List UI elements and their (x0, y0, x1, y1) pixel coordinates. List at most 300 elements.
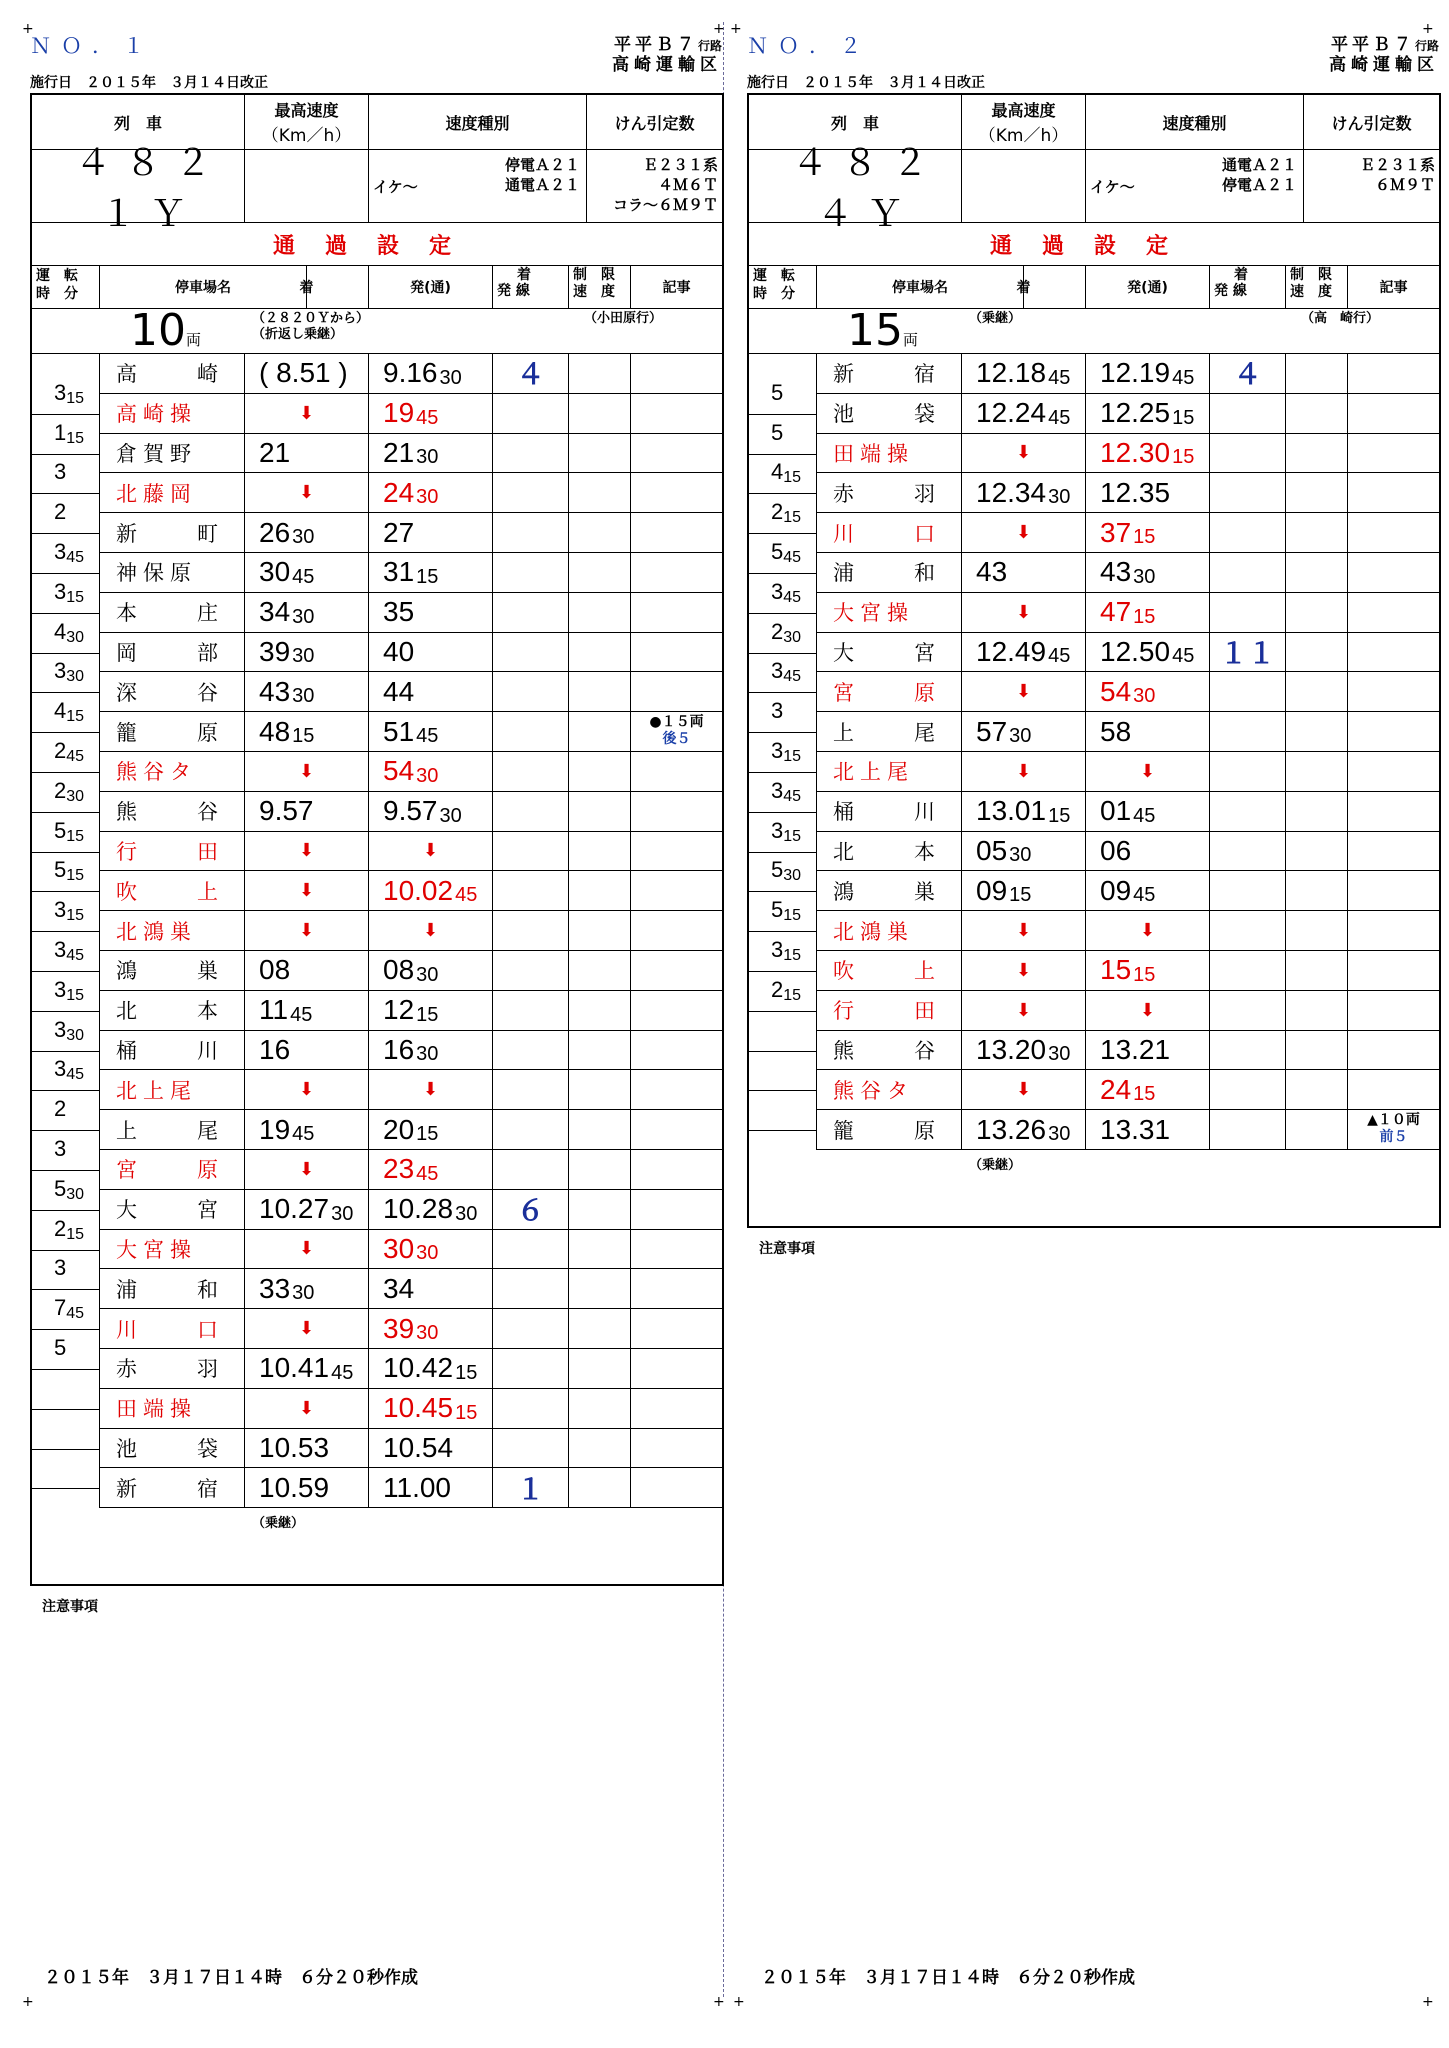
car-count-value: 10 (130, 305, 186, 356)
departure-time-seconds: 30 (416, 764, 439, 787)
station-name-text: 鴻 巣 (833, 879, 941, 904)
run-time-seconds: 45 (66, 1305, 85, 1323)
run-time-minutes: 5 (54, 1175, 67, 1201)
arrival-time-seconds: 30 (292, 1282, 315, 1305)
run-time-value (771, 738, 801, 764)
station-name-text: 田端操 (833, 441, 914, 466)
run-time-divider (749, 931, 817, 932)
arrival-time (962, 633, 1085, 672)
departure-time (369, 1389, 492, 1428)
speed-type-value: イケ～ (1090, 178, 1135, 196)
pass-arrow-icon: ⬇ (1015, 959, 1032, 981)
run-time-minutes: 2 (771, 499, 784, 525)
station-name (817, 871, 961, 910)
arrival-time-seconds: 30 (1009, 725, 1032, 748)
track-cell (493, 553, 569, 593)
station-name-text: 浦 和 (116, 1277, 224, 1302)
run-time-minutes: 5 (771, 419, 784, 445)
run-time-minutes: 4 (54, 698, 67, 724)
arrival-time-seconds: 30 (1048, 486, 1071, 509)
station-name (100, 672, 244, 711)
station-name-text: 北上尾 (833, 760, 914, 785)
speed-limit-cell (1286, 911, 1348, 951)
departure-cell (369, 1070, 493, 1110)
run-time-value (54, 1136, 66, 1162)
run-time-value (771, 778, 801, 804)
station-name (100, 394, 244, 433)
station-name (100, 951, 244, 990)
tow-count-cell (1304, 150, 1439, 222)
arrival-time-main: 48 (259, 715, 291, 747)
departure-time (369, 553, 492, 592)
train-label: 列 車 (749, 95, 962, 149)
departure-time-main: 54 (1100, 675, 1132, 707)
destination-note: （小田原行） (583, 311, 662, 326)
station-cell (817, 871, 962, 911)
arrival-time (245, 1190, 368, 1229)
station-name (100, 1230, 244, 1269)
tow-count-label: けん引定数 (1331, 113, 1412, 133)
speed-limit-cell (1286, 832, 1348, 872)
arrival-cell (245, 553, 369, 593)
departure-time-seconds: 45 (1172, 645, 1195, 668)
departure-time-main: 12.35 (1100, 476, 1171, 508)
run-time-divider (749, 1011, 817, 1012)
max-speed-unit: （Km／h） (978, 126, 1069, 146)
arrival-cell (245, 593, 369, 633)
arrival-time-main: 43 (259, 675, 291, 707)
track-cell (1210, 871, 1286, 911)
arrival-cell (962, 1070, 1086, 1110)
remarks-cell (1348, 712, 1439, 752)
max-speed-unit: （Km／h） (261, 126, 352, 146)
office-name: 高崎運輸区 (612, 55, 722, 75)
remarks-cell (631, 1309, 722, 1349)
remarks-cell (1348, 752, 1439, 792)
remarks-cell (1348, 672, 1439, 712)
track-cell (1210, 513, 1286, 553)
departure-time (1086, 593, 1209, 632)
crop-mark: + (733, 1994, 745, 2010)
caution-label: 注意事項 (759, 1241, 815, 1257)
arrival-time-seconds: 15 (1048, 804, 1071, 827)
departure-time (369, 1110, 492, 1149)
departure-cell (369, 911, 493, 951)
station-name (817, 1110, 961, 1149)
run-time-seconds: 15 (66, 1225, 85, 1243)
speed-limit-cell (569, 672, 631, 712)
route-suffix: 行路 (1414, 39, 1439, 53)
pass-arrow-icon: ⬇ (298, 840, 315, 862)
arrival-time (962, 553, 1085, 592)
arrival-cell (962, 633, 1086, 673)
run-time-divider (32, 493, 100, 494)
remarks-cell (631, 672, 722, 712)
departure-time (1086, 1070, 1209, 1109)
speed-limit-cell (569, 712, 631, 752)
pass-arrow-icon: ⬇ (298, 1318, 315, 1340)
departure-cell (1086, 832, 1210, 872)
departure-time (369, 991, 492, 1030)
arrival-time-main: 33 (259, 1272, 291, 1304)
arrival-cell (962, 473, 1086, 513)
arrival-time (245, 1468, 368, 1507)
departure-time-main: 12.30 (1100, 436, 1171, 468)
departure-time (1086, 951, 1209, 990)
run-time-seconds: 15 (783, 907, 802, 925)
track-cell (493, 1269, 569, 1309)
track-cell (1210, 473, 1286, 513)
station-name (100, 1389, 244, 1428)
station-name-text: 神保原 (116, 561, 197, 586)
speed-limit-cell (569, 792, 631, 832)
departure-cell (1086, 394, 1210, 434)
station-name (100, 871, 244, 910)
run-time-minutes: 3 (771, 698, 784, 724)
crop-mark: + (1422, 21, 1434, 37)
run-time-divider (749, 891, 817, 892)
speed-limit-cell (1286, 1110, 1348, 1150)
departure-cell (369, 553, 493, 593)
route-code-text: 平平Ｂ７ (1330, 35, 1415, 55)
track-cell (493, 1429, 569, 1469)
sheet-number: ＮＯ．２ (747, 34, 871, 58)
passing-setting: 通過設定 (32, 223, 722, 266)
arrival-cell (245, 354, 369, 394)
run-time-minutes: 3 (54, 1016, 67, 1042)
arrival-time-seconds: 15 (1009, 884, 1032, 907)
departure-cell (369, 712, 493, 752)
run-time-value (54, 1017, 84, 1043)
track-header (493, 266, 569, 308)
departure-cell (1086, 752, 1210, 792)
arrival-time (245, 792, 368, 831)
speed-limit-cell (1286, 951, 1348, 991)
departure-time (369, 1031, 492, 1070)
station-name-text: 川 口 (116, 1317, 224, 1342)
station-name-text: 上 尾 (833, 720, 941, 745)
arrival-time (245, 712, 368, 751)
run-time-divider (32, 653, 100, 654)
run-time-minutes: 5 (54, 817, 67, 843)
run-time-minutes: 3 (54, 1255, 67, 1281)
run-time-divider (32, 1449, 100, 1450)
departure-cell (369, 1349, 493, 1389)
track-cell (1210, 354, 1286, 394)
run-time-divider (32, 454, 100, 455)
arrival-cell (962, 951, 1086, 991)
departure-time (369, 593, 492, 632)
run-time-minutes: 2 (771, 976, 784, 1002)
run-time-value (771, 420, 783, 446)
track-cell (493, 593, 569, 633)
station-name (100, 354, 244, 393)
speed-limit-cell (1286, 473, 1348, 513)
track-cell (1210, 911, 1286, 951)
run-time-minutes: 2 (54, 777, 67, 803)
departure-time-main: 01 (1100, 795, 1132, 827)
run-time-seconds: 45 (66, 748, 85, 765)
arrival-time-main: 10.53 (259, 1431, 330, 1463)
departure-time-seconds: 45 (416, 1162, 439, 1185)
departure-cell (1086, 672, 1210, 712)
run-time-divider (749, 812, 817, 813)
station-name-text: 宮 原 (116, 1158, 224, 1183)
departure-cell (1086, 434, 1210, 474)
station-name-text: 赤 羽 (116, 1357, 224, 1382)
run-time-seconds: 15 (66, 708, 85, 726)
arrival-cell (245, 951, 369, 991)
departure-time (369, 752, 492, 791)
arrival-time-seconds: 30 (331, 1202, 354, 1225)
departure-time (369, 672, 492, 711)
station-cell (100, 1070, 245, 1110)
transfer-note: （乗継） (969, 1158, 1022, 1173)
run-time-seconds: 45 (783, 787, 802, 805)
departure-cell (369, 1309, 493, 1349)
remarks-cell (1348, 633, 1439, 673)
pass-arrow-icon: ⬇ (298, 880, 315, 902)
remarks-cell (1348, 394, 1439, 434)
departure-time-main: 13.31 (1100, 1113, 1171, 1145)
speed-limit-cell (569, 394, 631, 434)
departure-time-main: 10.45 (383, 1392, 454, 1424)
run-time-seconds: 45 (66, 549, 85, 566)
arrival-cell (962, 513, 1086, 553)
remarks-cell (631, 832, 722, 872)
pass-arrow-icon: ⬇ (1015, 920, 1032, 942)
station-name (817, 911, 961, 950)
run-time-value (54, 738, 84, 764)
remarks-cell (1348, 991, 1439, 1031)
speed-limit-cell (1286, 672, 1348, 712)
run-time-value (54, 1216, 84, 1242)
crop-mark: + (730, 21, 742, 37)
arrival-cell (245, 871, 369, 911)
remarks-cell (631, 1230, 722, 1270)
run-time-value (54, 579, 84, 605)
station-cell (817, 752, 962, 792)
arrival-cell (245, 1468, 369, 1508)
arrival-cell (245, 1230, 369, 1270)
station-cell (817, 672, 962, 712)
run-time-value (54, 818, 84, 844)
station-name-text: 桶 川 (833, 800, 941, 825)
arrival-cell (962, 832, 1086, 872)
track-cell (493, 1190, 569, 1230)
station-name (100, 712, 244, 751)
limit-header-top: 制 限 (1290, 267, 1332, 283)
track-cell (493, 473, 569, 513)
departure-time-main: 51 (383, 715, 415, 747)
run-time-minutes: 2 (771, 618, 784, 644)
station-cell (817, 553, 962, 593)
arrival-time-seconds: 30 (1048, 1123, 1071, 1146)
track-cell (493, 1150, 569, 1190)
station-cell (100, 513, 245, 553)
arrival-time (962, 473, 1085, 512)
departure-time-seconds: 30 (416, 1043, 439, 1066)
run-time-seconds: 30 (783, 867, 802, 885)
departure-cell (369, 672, 493, 712)
run-time-divider (32, 812, 100, 813)
run-time-top: 運 転 (753, 268, 795, 284)
arrival-time (962, 1031, 1085, 1070)
arrival-cell (245, 712, 369, 752)
track-cell (1210, 792, 1286, 832)
pass-arrow-icon: ⬇ (422, 1079, 439, 1101)
arrival-time (245, 1269, 368, 1308)
origin-note-1: （２８２０Ｙから） (252, 311, 370, 326)
station-name-text: 熊谷タ (116, 760, 197, 785)
departure-time (369, 1349, 492, 1388)
sheet-number: ＮＯ．１ (30, 34, 154, 58)
tow-line-1: Ｅ２３１系 (642, 156, 718, 174)
station-name-text: 田端操 (116, 1397, 197, 1422)
run-time-seconds: 30 (66, 1026, 85, 1044)
station-cell (817, 1110, 962, 1150)
run-time-divider (32, 1090, 100, 1091)
arrival-time-main: 13.01 (976, 795, 1047, 827)
run-time-divider (749, 414, 817, 415)
pass-arrow-icon: ⬇ (298, 1158, 315, 1180)
station-name (100, 752, 244, 791)
track-cell (493, 1031, 569, 1071)
limit-header-bottom: 速 度 (573, 284, 615, 300)
origin-note-1: （乗継） (969, 311, 1022, 326)
arrival-time-main: 26 (259, 516, 291, 548)
timetable-grid (32, 354, 722, 1584)
speed-limit-cell (569, 752, 631, 792)
transfer-note: （乗継） (252, 1516, 305, 1532)
track-cell (493, 911, 569, 951)
departure-time-seconds: 30 (1133, 685, 1156, 708)
arrival-time (962, 832, 1085, 871)
arrival-cell (962, 752, 1086, 792)
run-time-divider (32, 1011, 100, 1012)
run-time-divider (32, 852, 100, 853)
run-time-seconds: 30 (66, 787, 85, 805)
remarks-cell (631, 1070, 722, 1110)
departure-time-seconds: 15 (1133, 605, 1156, 628)
station-name (817, 553, 961, 592)
track-cell (1210, 1110, 1286, 1150)
track-number: １ (516, 1472, 545, 1506)
speed-limit-cell (569, 1230, 631, 1270)
track-header-line: 線 (515, 283, 530, 299)
departure-cell (369, 473, 493, 513)
run-time-minutes: 5 (54, 1335, 67, 1360)
departure-time-seconds: 15 (455, 1361, 478, 1384)
run-time-value (771, 539, 801, 565)
departure-cell (369, 633, 493, 673)
arrival-time-main: 16 (259, 1033, 291, 1065)
station-name-text: 吹 上 (116, 879, 224, 904)
run-time-divider (32, 573, 100, 574)
station-header: 停車場名 (100, 266, 307, 308)
station-name (100, 633, 244, 672)
max-speed-label: 最高速度 (274, 101, 339, 120)
station-name (100, 1190, 244, 1229)
limit-header (1286, 266, 1348, 308)
departure-time-main: 15 (1100, 954, 1132, 986)
crop-mark: + (713, 1994, 725, 2010)
station-cell (100, 911, 245, 951)
departure-time (369, 712, 492, 751)
tow-line-1: Ｅ２３１系 (1359, 156, 1435, 174)
speed-type-cell (369, 150, 587, 222)
departure-time-seconds: 30 (416, 1242, 439, 1265)
tow-count-cell (587, 150, 722, 222)
departure-time-main: 40 (383, 635, 415, 667)
departure-time-main: 10.42 (383, 1352, 454, 1384)
remarks-cell (631, 354, 722, 394)
station-name (817, 593, 961, 632)
pass-arrow-icon: ⬇ (298, 1397, 315, 1419)
station-name-text: 吹 上 (833, 959, 941, 984)
remarks-cell (631, 593, 722, 633)
run-time-seconds: 45 (783, 668, 802, 686)
pass-arrow-icon: ⬇ (298, 1238, 315, 1260)
run-time-minutes: 3 (771, 578, 784, 604)
arrival-time-main: 34 (259, 596, 291, 628)
run-time-divider (749, 573, 817, 574)
run-time-divider (749, 772, 817, 773)
run-time-minutes: 3 (771, 658, 784, 684)
station-name (100, 1429, 244, 1468)
station-name-text: 倉賀野 (116, 441, 197, 466)
remarks-cell (631, 712, 722, 752)
run-time-value (54, 698, 84, 724)
limit-header (569, 266, 631, 308)
station-cell (100, 1230, 245, 1270)
arrival-header: 着 (962, 266, 1086, 308)
departure-time-main: 19 (383, 397, 415, 429)
departure-time-main: 06 (1100, 834, 1132, 866)
run-time-top: 運 転 (36, 268, 78, 284)
service-line-1: 停電Ａ２１ (504, 156, 580, 174)
pass-arrow-icon: ⬇ (1015, 760, 1032, 782)
tow-count-label: けん引定数 (614, 113, 695, 133)
track-number: ４ (516, 358, 545, 392)
station-name (100, 1468, 244, 1507)
departure-time (369, 1190, 492, 1229)
track-header-bottom (493, 283, 568, 299)
crop-mark: + (1422, 1994, 1434, 2010)
speed-limit-cell (1286, 593, 1348, 633)
speed-limit-cell (1286, 633, 1348, 673)
departure-time (369, 1230, 492, 1269)
arrival-time-seconds: 30 (292, 685, 315, 708)
timetable-grid (749, 354, 1439, 1226)
departure-time-seconds: 30 (439, 366, 462, 389)
departure-time (1086, 513, 1209, 552)
arrival-time-main: 13.20 (976, 1033, 1047, 1065)
arrival-time (962, 394, 1085, 433)
run-time-value (54, 499, 66, 525)
arrival-time-main: 12.49 (976, 635, 1047, 667)
run-time-seconds: 45 (66, 1066, 85, 1084)
station-name-text: 本 庄 (116, 601, 224, 626)
remarks-line-2: 前５ (1379, 1129, 1408, 1146)
pass-arrow-icon: ⬇ (1139, 760, 1156, 782)
run-time-divider (749, 613, 817, 614)
station-name-text: 池 袋 (116, 1436, 224, 1461)
remarks-cell (631, 991, 722, 1031)
speed-limit-cell (569, 951, 631, 991)
run-time-divider (32, 772, 100, 773)
speed-limit-cell (1286, 513, 1348, 553)
